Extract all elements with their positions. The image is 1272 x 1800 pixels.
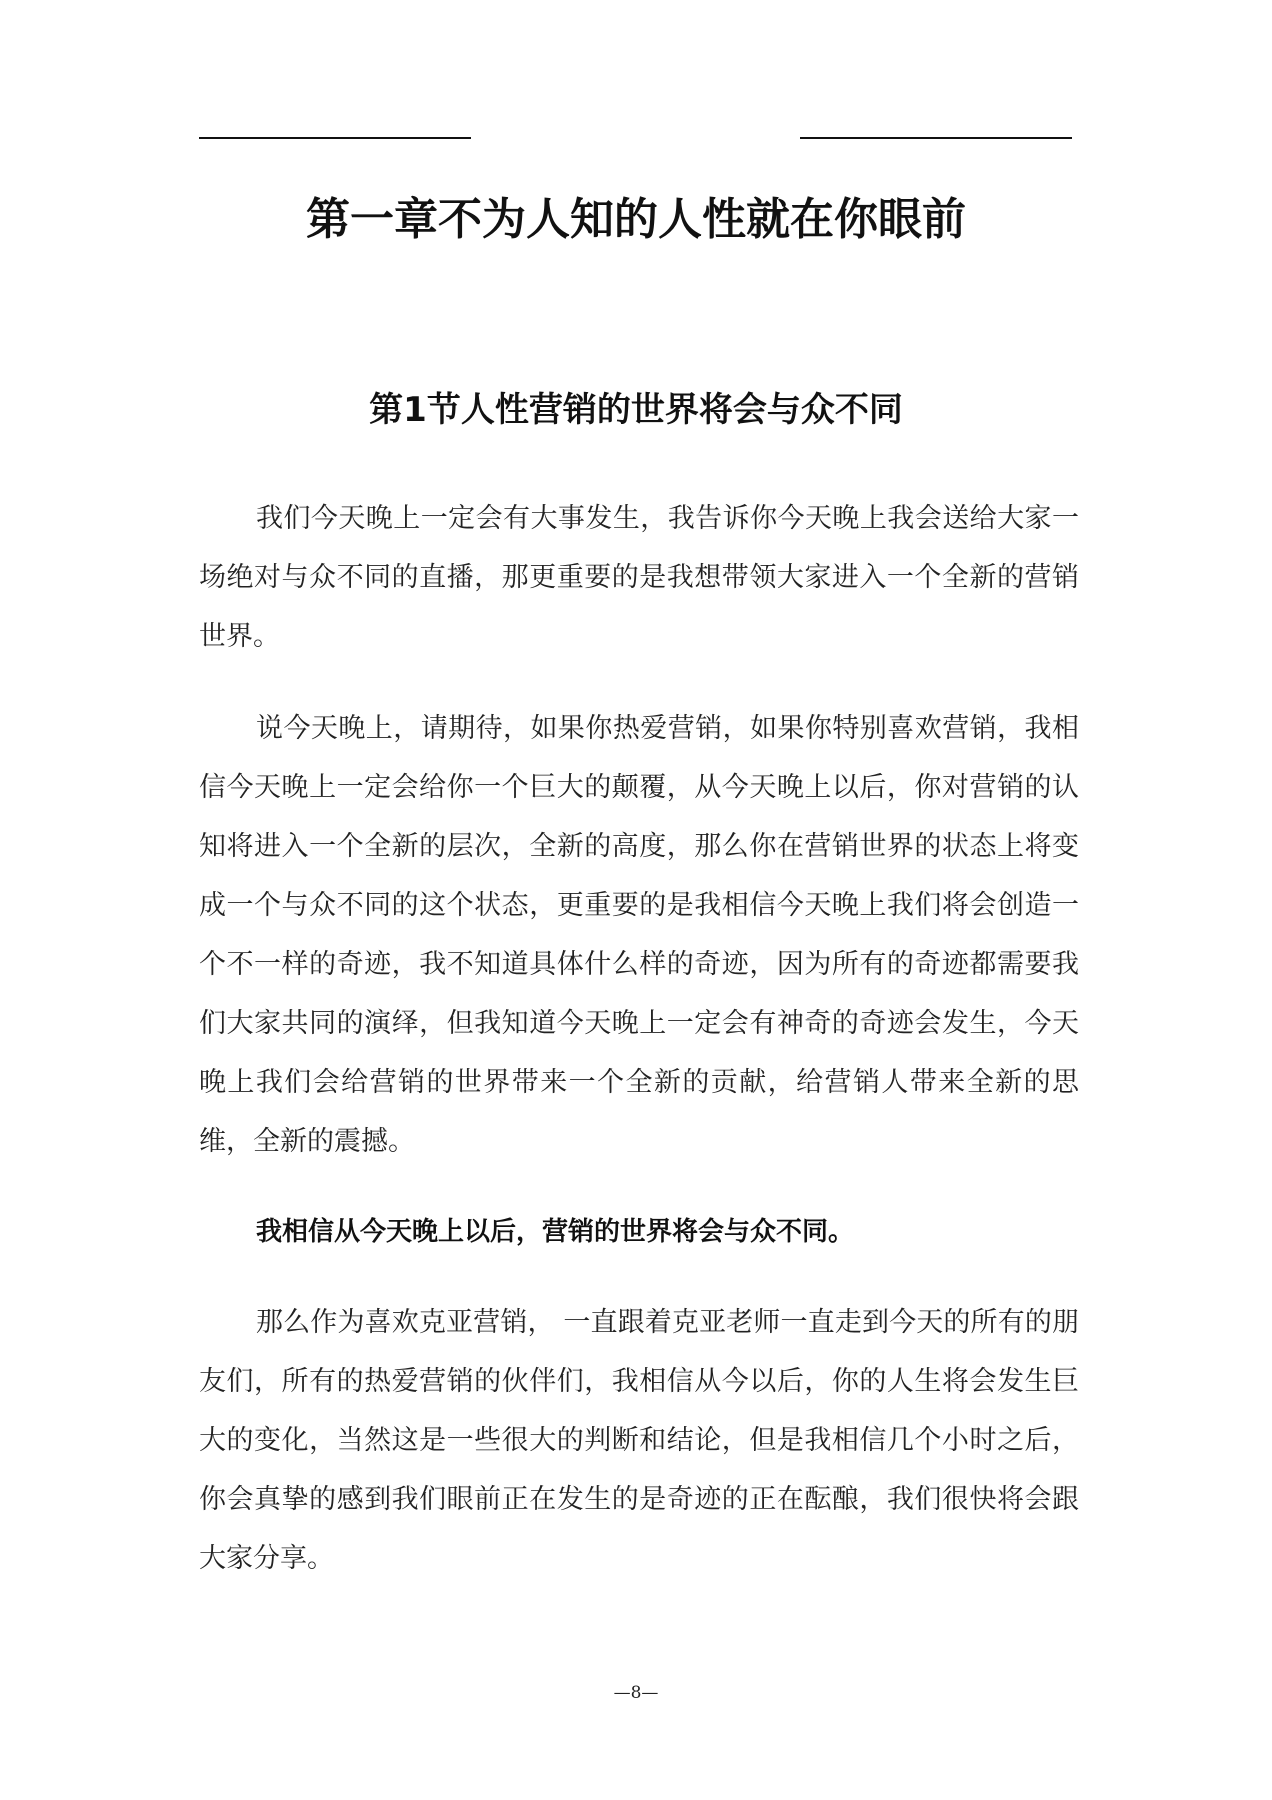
header-rule-left <box>199 137 471 139</box>
header-rule-right <box>800 137 1072 139</box>
paragraph-2: 说今天晚上，请期待，如果你热爱营销，如果你特别喜欢营销，我相信今天晚上一定会给你一个巨大的颠覆，从今天晚上以后，你对营销的认知将进入一个全新的层次，全新的高度，那么你在营销世界的状态上将变成一个与众不同的这个状态，更重要的是我相信今天晚上我们将会创造一个不一样的奇迹，我不知道具体什么样的奇迹，因为所有的奇迹都需要我们大家共同的演绎，但我知道今天晚上一定会有神奇的奇迹会发生，今天晚上我们会给营销的世界带来一个全新的贡献，给营销人带来全新的思维，全新的震撼。 <box>199 713 1079 1157</box>
paragraph-3-bold: 我相信从今天晚上以后，营销的世界将会与众不同。 <box>256 1217 855 1247</box>
section-title: 第1节人性营销的世界将会与众不同 <box>369 390 903 430</box>
page-number: —8— <box>613 1683 659 1703</box>
chapter-title: 第一章不为人知的人性就在你眼前 <box>306 194 966 245</box>
paragraph-4: 那么作为喜欢克亚营销， 一直跟着克亚老师一直走到今天的所有的朋友们，所有的热爱营销的伙伴们，我相信从今以后，你的人生将会发生巨大的变化，当然这是一些很大的判断和结论，但是我相信几个小时之后，你会真挚的感到我们眼前正在发生的是奇迹的正在酝酿，我们很快将会跟大家分享。 <box>199 1307 1079 1574</box>
paragraph-1: 我们今天晚上一定会有大事发生，我告诉你今天晚上我会送给大家一场绝对与众不同的直播，那更重要的是我想带领大家进入一个全新的营销世界。 <box>199 503 1079 652</box>
